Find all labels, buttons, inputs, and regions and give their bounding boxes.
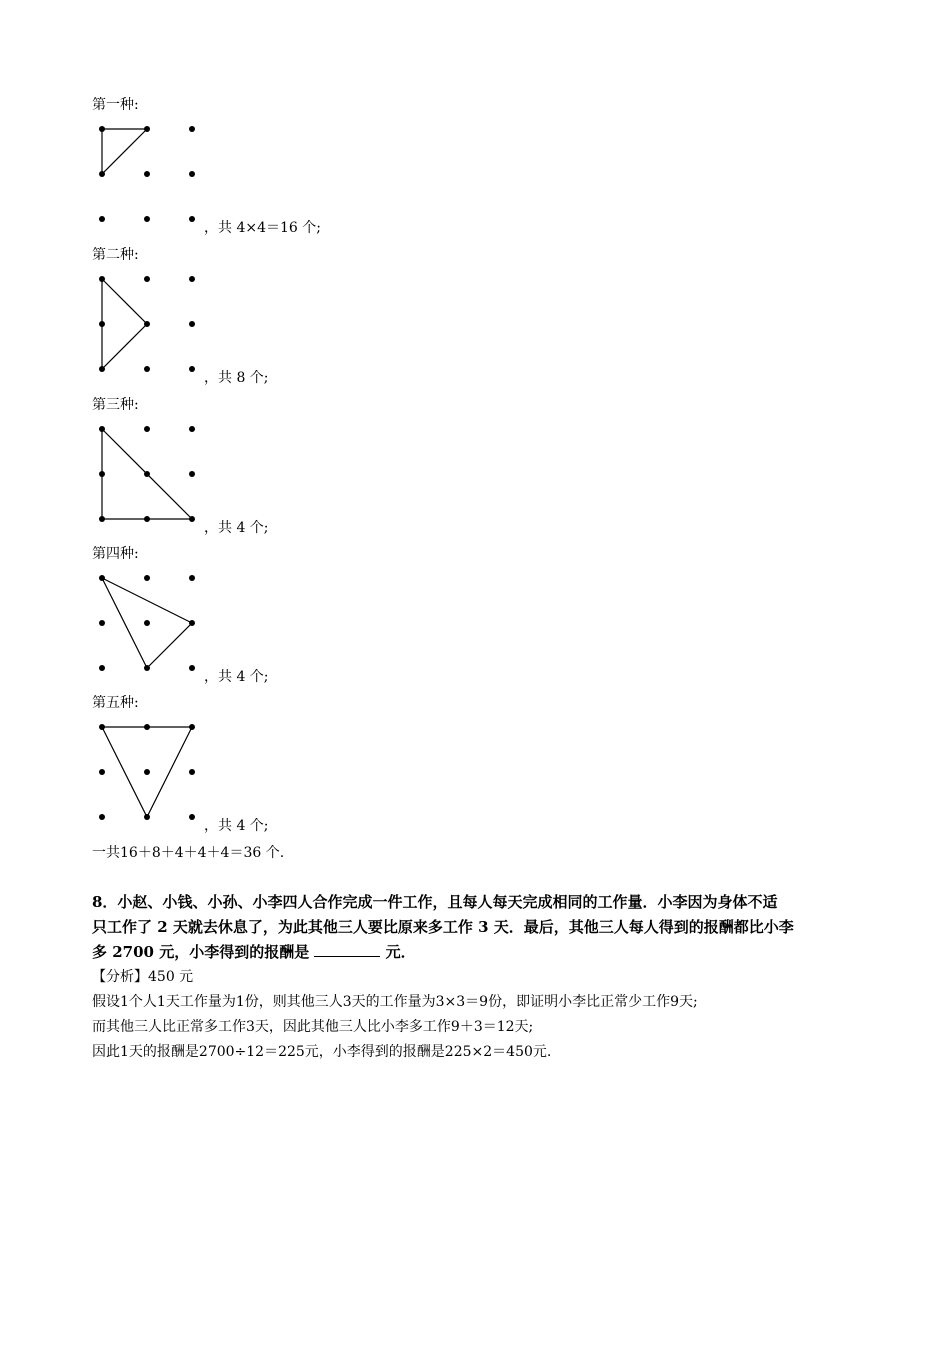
question-line-2: 只工作了 2 天就去休息了，为此其他三人要比原来多工作 3 天．最后，其他三人每人得到的报酬都比小李 <box>92 918 794 936</box>
method-2-figure <box>90 268 205 383</box>
question-line-3-start: 多 2700 元，小李得到的报酬是 <box>92 943 310 961</box>
method-5-figure <box>90 716 205 831</box>
method-4-label: 第四种: <box>92 546 139 562</box>
dot-grid <box>99 724 195 820</box>
method-4-count: ，共 4 个; <box>204 669 269 685</box>
analysis-line-1: 假设1个人1天工作量为1份，则其他三人3天的工作量为3×3＝9份，即证明小李比正常少工作9天; <box>92 994 698 1010</box>
dot-grid <box>99 126 195 222</box>
question-line-3 <box>92 941 416 962</box>
method-2-label: 第二种: <box>92 247 139 263</box>
method-5-label: 第五种: <box>92 695 139 711</box>
method-3-figure <box>90 418 205 533</box>
analysis-header: 【分析】450 元 <box>92 969 194 985</box>
question-line-3-end: 元． <box>385 943 416 961</box>
method-2-count: ，共 8 个; <box>204 370 269 386</box>
method-5-count: ，共 4 个; <box>204 818 269 834</box>
triangle <box>102 129 147 174</box>
method-1-label: 第一种: <box>92 97 139 113</box>
method-4-figure <box>90 567 205 682</box>
dot-grid <box>99 575 195 671</box>
analysis-line-2: 而其他三人比正常多工作3天，因此其他三人比小李多工作9＋3＝12天; <box>92 1019 534 1035</box>
question-line-1: 8．小赵、小钱、小孙、小李四人合作完成一件工作，且每人每天完成相同的工作量．小李因为身体不适 <box>92 893 778 911</box>
analysis-line-3: 因此1天的报酬是2700÷12＝225元，小李得到的报酬是225×2＝450元. <box>92 1044 552 1060</box>
triangle <box>102 279 147 369</box>
method-3-label: 第三种: <box>92 397 139 413</box>
method-1-figure <box>90 118 205 233</box>
method-3-count: ，共 4 个; <box>204 520 269 536</box>
total-line: 一共16＋8＋4＋4＋4＝36 个. <box>92 845 285 861</box>
method-1-count: ，共 4×4＝16 个; <box>204 220 321 236</box>
answer-blank <box>314 943 380 957</box>
